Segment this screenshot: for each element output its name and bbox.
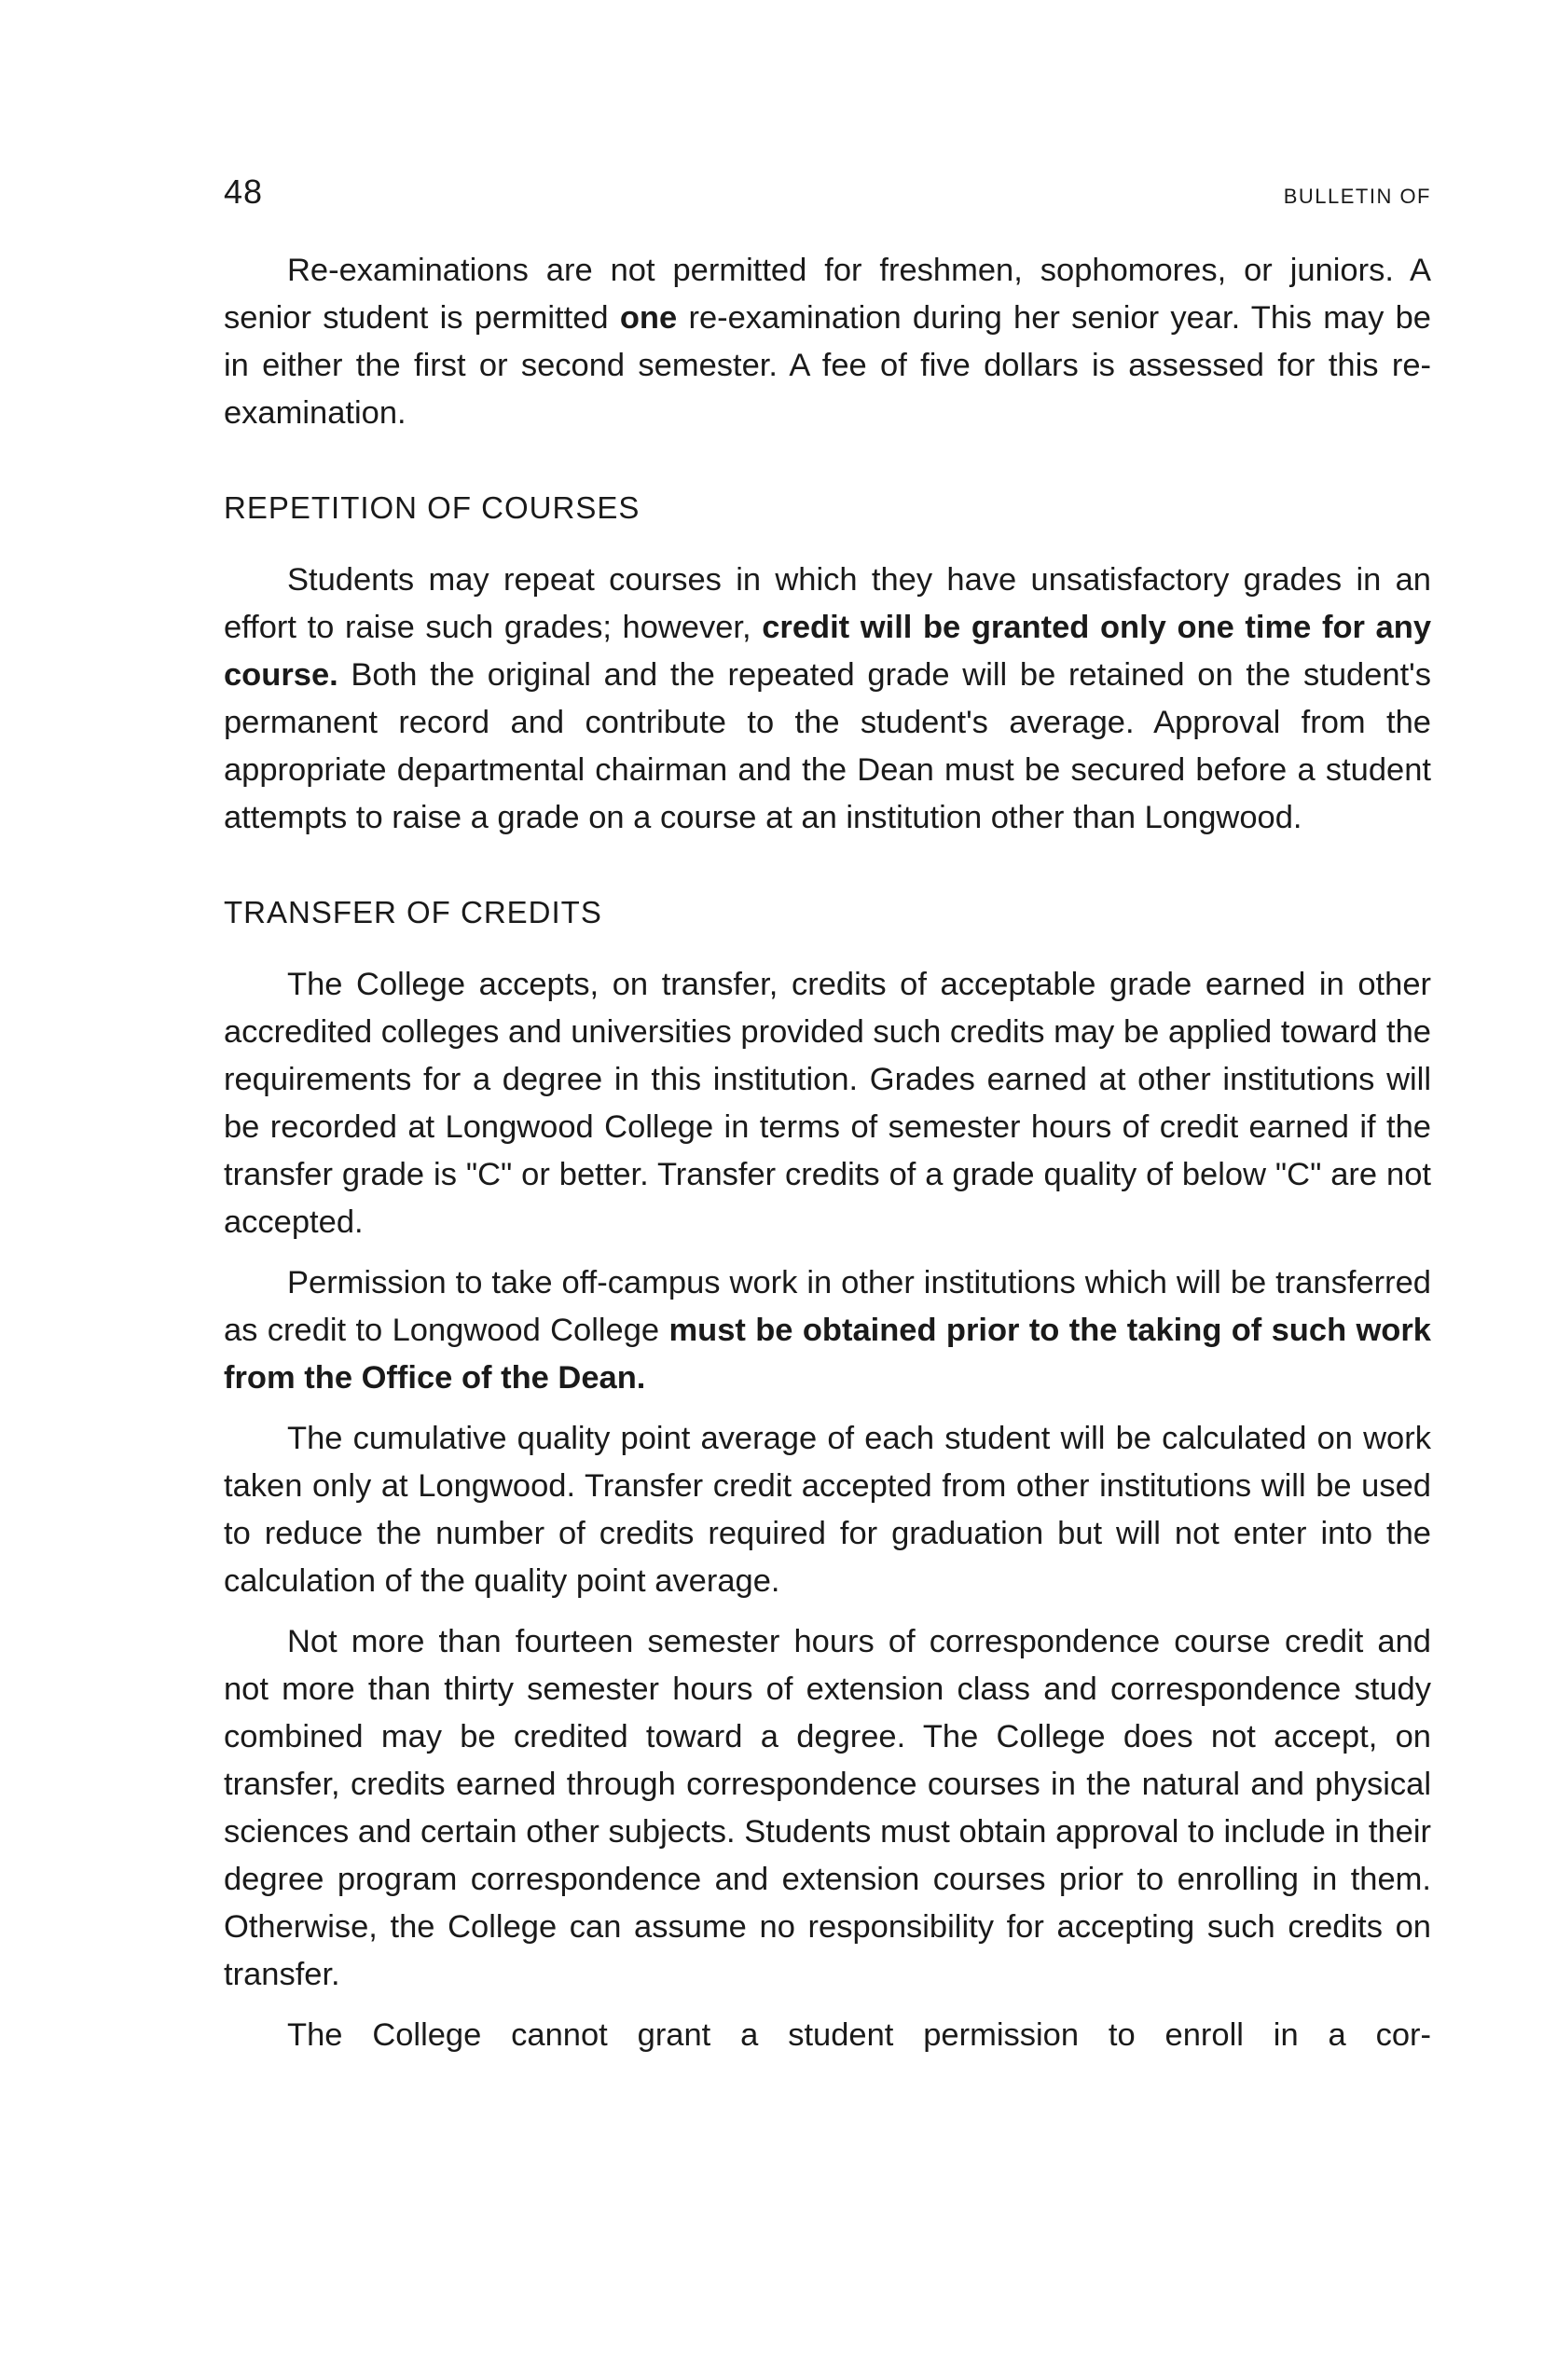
transfer-paragraph-5: The College cannot grant a student permission to enroll in a cor- bbox=[287, 2017, 1431, 2053]
section-heading-transfer: TRANSFER OF CREDITS bbox=[224, 895, 602, 929]
bold-emphasis: credit will be granted only one time for any course. bbox=[224, 610, 1432, 693]
transfer-paragraph-1: The College accepts, on transfer, credits of acceptable grade earned in other accredited colleges and universities provided such credits may be applied toward the requirements for a degree in this institution. Grades earned at other institutions will be recorded at Longwood College in terms of semester hours of credit earned if the transfer grade is "C" or better. Transfer credits of a grade quality of below "C" are not accepted. bbox=[224, 967, 1431, 1240]
running-head: BULLETIN OF bbox=[1283, 185, 1431, 208]
section-heading-repetition: REPETITION OF COURSES bbox=[224, 490, 641, 525]
bold-emphasis: must be obtained prior to the taking of such work from the Office of the Dean. bbox=[224, 1313, 1431, 1396]
page-header bbox=[224, 172, 1431, 212]
transfer-paragraph-3: The cumulative quality point average of each student will be calculated on work taken only at Longwood. Transfer credit accepted from other institutions will be used to reduce the number of credits required for graduation but will not enter into the calculation of the quality point average. bbox=[224, 1421, 1431, 1599]
repetition-paragraph: Students may repeat courses in which they have unsatisfactory grades in an effort to raise such grades; however, credit will be granted only one time for any course. Both the original and the repeated grade will be retained on the student's permanent record and contribute to the student's average. Approval from the appropriate departmental chairman and the Dean must be secured before a student attempts to raise a grade on a course at an institution other than Longwood. bbox=[224, 562, 1432, 835]
bold-emphasis: one bbox=[619, 300, 678, 336]
reexamination-paragraph: Re-examinations are not permitted for freshmen, sophomores, or juniors. A senior student is permitted one re-examination during her senior year. This may be in either the first or second semester. A fee of five dollars is assessed for this re-examination. bbox=[224, 253, 1431, 431]
page-number: 48 bbox=[224, 172, 264, 211]
transfer-paragraph-4: Not more than fourteen semester hours of correspondence course credit and not more than thirty semester hours of extension class and correspondence study combined may be credited toward a degree. The College does not accept, on transfer, credits earned through correspondence courses in the natural and physical sciences and certain other subjects. Students must obtain approval to include in their degree program correspondence and extension courses prior to enrolling in them. Otherwise, the College can assume no responsibility for accepting such credits on transfer. bbox=[224, 1624, 1431, 1992]
bulletin-page bbox=[224, 172, 1431, 2072]
transfer-paragraph-2: Permission to take off-campus work in other institutions which will be transferred as credit to Longwood College must be obtained prior to the taking of such work from the Office of the Dean. bbox=[224, 1265, 1431, 1396]
